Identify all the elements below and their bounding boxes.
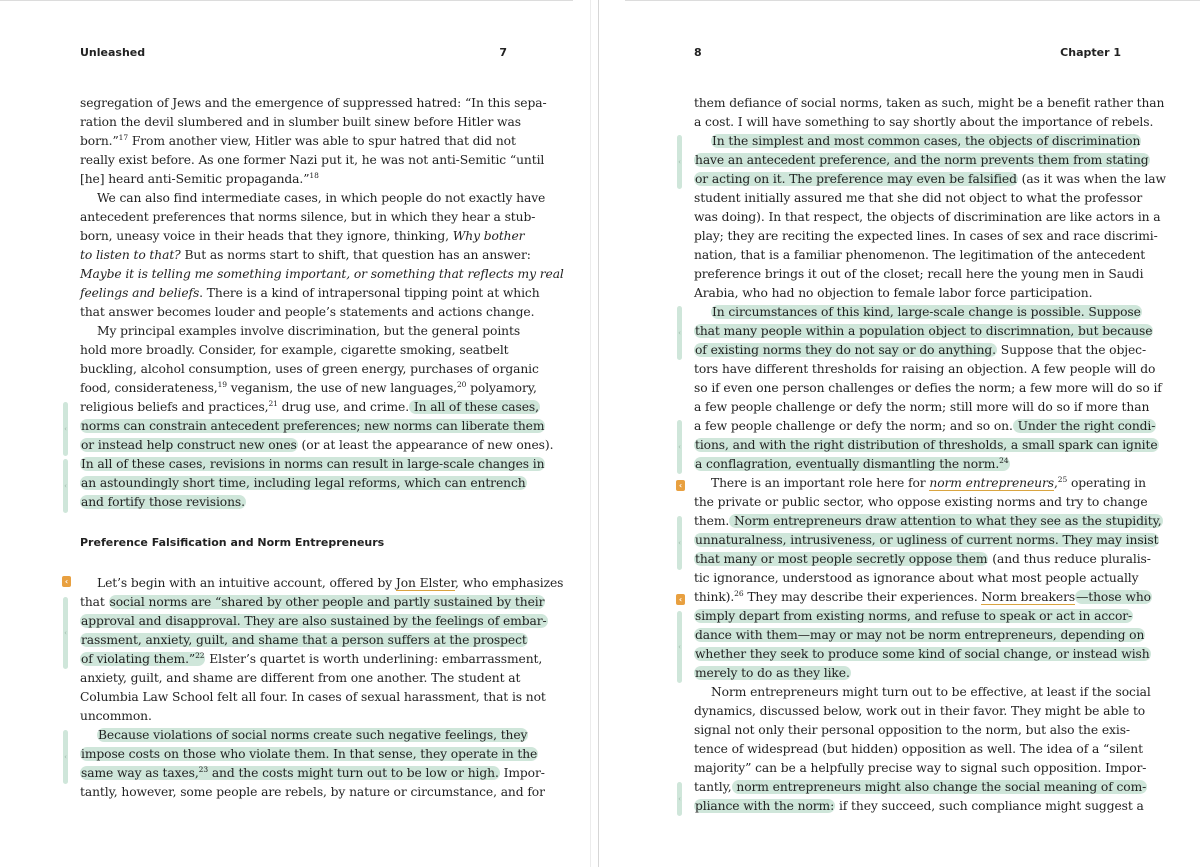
text-line: of violating them.”$^{22}$ Elster’s quartet is worth underlining: embarrassment, bbox=[81, 651, 543, 666]
highlight[interactable]: that many or most people secretly oppose them bbox=[695, 552, 988, 566]
highlight[interactable]: In circumstances of this kind, large-scale change is possible. Suppose bbox=[712, 305, 1141, 319]
text-line bbox=[694, 607, 1133, 626]
text-line bbox=[694, 664, 1121, 683]
highlight[interactable]: norm entrepreneurs might also change the social meaning of com- bbox=[732, 780, 1147, 794]
underlined-text[interactable]: norm entrepreneurs bbox=[929, 476, 1054, 490]
highlight-margin-bar[interactable] bbox=[63, 597, 68, 669]
text-line: born, uneasy voice in their heads that they ignore, thinking, Why bother bbox=[80, 229, 525, 243]
left-page bbox=[80, 0, 564, 867]
text-line: dynamics, discussed below, work out in their favor. They might be able to bbox=[694, 704, 1146, 718]
text-line: Columbia Law School felt all four. In cases of sexual harassment, that is not bbox=[80, 690, 546, 704]
text-line bbox=[80, 493, 507, 512]
text-line: so if even one person challenges or defies the norm; a few more will do so if bbox=[694, 381, 1162, 395]
text-line: student initially assured me that she did not object to what the professor bbox=[694, 191, 1143, 205]
running-head-title: Unleashed bbox=[80, 46, 146, 59]
highlight[interactable]: approval and disapproval. They are also sustained by the feelings of embar- bbox=[81, 614, 547, 628]
text-line: antecedent preferences that norms silence, but in which they hear a stub- bbox=[80, 210, 536, 224]
highlight-margin-bar[interactable] bbox=[677, 516, 682, 570]
highlight[interactable]: In all of these cases, revisions in norms can result in large-scale changes in bbox=[81, 457, 545, 471]
highlight[interactable]: norms can constrain antecedent preferences; new norms can liberate them bbox=[81, 419, 545, 433]
text-line: was doing). In that respect, the objects of discrimination are like actors in a bbox=[694, 210, 1161, 224]
chevron-left-icon: ‹ bbox=[64, 482, 67, 490]
text-line: or instead help construct new ones (or at least the appearance of new ones). bbox=[81, 438, 554, 452]
highlight[interactable]: whether they seek to produce some kind of social change, or instead wish bbox=[695, 647, 1150, 661]
text-line bbox=[694, 531, 1159, 550]
text-line: majority” can be a helpfully precise way to signal such opposition. Impor- bbox=[694, 761, 1147, 775]
text-line: born.”$^{17}$ From another view, Hitler was able to spur hatred that did not bbox=[80, 133, 516, 148]
text-line: the private or public sector, who oppose existing norms and try to change bbox=[694, 495, 1148, 509]
page-gutter-shadow bbox=[590, 0, 591, 867]
underlined-text[interactable]: Jon Elster bbox=[395, 576, 456, 590]
highlight[interactable]: —those who bbox=[1076, 590, 1151, 604]
footnote-ref[interactable]: 18 bbox=[309, 171, 319, 180]
highlight[interactable]: pliance with the norm: bbox=[695, 799, 835, 813]
text-line: a few people challenge or defy the norm; and so on. Under the right condi- bbox=[694, 419, 1156, 433]
text-line bbox=[694, 132, 1141, 151]
text-line: buckling, alcohol consumption, uses of green energy, purchases of organic bbox=[80, 362, 539, 376]
highlight-margin-bar[interactable] bbox=[677, 782, 682, 816]
text-line bbox=[694, 303, 1141, 322]
highlight[interactable]: of existing norms they do not say or do anything. bbox=[695, 343, 996, 357]
text-line bbox=[80, 726, 528, 745]
text-line: a few people challenge or defy the norm; still more will do so if more than bbox=[694, 400, 1150, 414]
text-line bbox=[694, 626, 1145, 645]
chevron-left-icon: ‹ bbox=[64, 629, 67, 637]
text-line: tence of widespread (but hidden) opposition as well. The idea of a “silent bbox=[694, 742, 1143, 756]
chevron-left-icon: ‹ bbox=[678, 643, 681, 651]
highlight[interactable]: Because violations of social norms create such negative feelings, they bbox=[98, 728, 528, 742]
text-line: think).$^{26}$ They may describe their experiences. Norm breakers—those who bbox=[694, 589, 1151, 604]
highlight-margin-bar[interactable] bbox=[63, 459, 68, 513]
highlight-margin-bar[interactable] bbox=[63, 730, 68, 784]
highlight-margin-bar[interactable] bbox=[677, 420, 682, 474]
text-line bbox=[80, 474, 526, 493]
text-line: segregation of Jews and the emergence of suppressed hatred: “In this sepa- bbox=[80, 96, 547, 110]
highlight[interactable]: In the simplest and most common cases, the objects of discrimination bbox=[712, 134, 1141, 148]
highlight[interactable]: an astoundingly short time, including legal reforms, which can entrench bbox=[81, 476, 526, 490]
highlight[interactable]: have an antecedent preference, and the norm prevents them from stating bbox=[695, 153, 1149, 167]
text-line: Arabia, who had no objection to female labor force participation. bbox=[694, 286, 1093, 300]
section-heading: Preference Falsification and Norm Entrepreneurs bbox=[80, 536, 385, 549]
note-icon[interactable]: ‹ bbox=[676, 480, 685, 491]
text-line bbox=[80, 455, 545, 474]
text-line: signal not only their personal opposition to the norm, but also the exis- bbox=[694, 723, 1130, 737]
text-line: play; they are reciting the expected lines. In cases of sex and race discrimi- bbox=[694, 229, 1158, 243]
highlight[interactable]: dance with them—may or may not be norm entrepreneurs, depending on bbox=[695, 628, 1145, 642]
text-line bbox=[80, 631, 527, 650]
chevron-left-icon: ‹ bbox=[678, 539, 681, 547]
footnote-ref[interactable]: 26 bbox=[734, 589, 744, 598]
text-line bbox=[694, 645, 1150, 664]
highlight[interactable]: Under the right condi- bbox=[1013, 419, 1156, 433]
text-line bbox=[80, 745, 538, 764]
text-line: anxiety, guilt, and shame are different from one another. The student at bbox=[80, 671, 521, 685]
highlight[interactable]: In all of these cases, bbox=[410, 400, 539, 414]
underlined-text[interactable]: Norm breakers bbox=[981, 590, 1076, 604]
text-line bbox=[694, 322, 1153, 341]
text-line: Maybe it is telling me something important, or something that reflects my real bbox=[80, 267, 564, 281]
chevron-left-icon: ‹ bbox=[64, 425, 67, 433]
text-line: a cost. I will have something to say shortly about the importance of rebels. bbox=[694, 115, 1154, 129]
left-running-head bbox=[80, 46, 507, 62]
highlight[interactable]: Norm entrepreneurs draw attention to what they see as the stupidity, bbox=[730, 514, 1162, 528]
page-number: 8 bbox=[694, 46, 702, 59]
text-line: really exist before. As one former Nazi put it, he was not anti-Semitic “until bbox=[80, 153, 545, 167]
chevron-left-icon: ‹ bbox=[678, 443, 681, 451]
footnote-ref[interactable]: 21 bbox=[268, 399, 278, 408]
text-line: that many or most people secretly oppose them (and thus reduce pluralis- bbox=[695, 552, 1151, 566]
text-line bbox=[694, 455, 1121, 474]
highlight[interactable]: that many people within a population object to discrimnation, but because bbox=[695, 324, 1153, 338]
text-line: hold more broadly. Consider, for example, cigarette smoking, seatbelt bbox=[80, 343, 509, 357]
text-line bbox=[694, 436, 1158, 455]
text-line: of existing norms they do not say or do anything. Suppose that the objec- bbox=[695, 343, 1146, 357]
text-line bbox=[80, 612, 547, 631]
text-line: Let’s begin with an intuitive account, offered by Jon Elster, who emphasizes bbox=[97, 576, 564, 590]
footnote-ref[interactable]: 19 bbox=[217, 380, 227, 389]
text-line: pliance with the norm: if they succeed, such compliance might suggest a bbox=[695, 799, 1144, 813]
text-line: religious beliefs and practices,$^{21}$ drug use, and crime. In all of these cases, bbox=[80, 399, 539, 414]
text-line: ration the devil slumbered and in slumber built sinew before Hitler was bbox=[80, 115, 521, 129]
right-page bbox=[694, 0, 1166, 867]
note-icon[interactable]: ‹ bbox=[62, 576, 71, 587]
text-line: food, considerateness,$^{19}$ veganism, the use of new languages,$^{20}$ polyamory, bbox=[80, 380, 537, 395]
highlight[interactable]: simply depart from existing norms, and refuse to speak or act in accor- bbox=[695, 609, 1133, 623]
text-line: There is an important role here for norm entrepreneurs,$^{25}$ operating in bbox=[711, 475, 1146, 490]
text-line: that social norms are “shared by other people and partly sustained by their bbox=[80, 595, 545, 609]
text-line: tic ignorance, understood as ignorance about what most people actually bbox=[694, 571, 1139, 585]
highlight[interactable]: and fortify those revisions. bbox=[81, 495, 245, 509]
text-line: [he] heard anti-Semitic propaganda.”$^{18}$ bbox=[80, 171, 319, 186]
page-gutter bbox=[598, 0, 599, 867]
highlight[interactable]: a conflagration, eventually dismantling the norm.$^{24}$ bbox=[695, 456, 1009, 471]
chevron-left-icon: ‹ bbox=[678, 329, 681, 337]
text-line: preference brings it out of the closet; recall here the young men in Saudi bbox=[694, 267, 1144, 281]
highlight[interactable]: impose costs on those who violate them. In that sense, they operate in the bbox=[81, 747, 538, 761]
highlight-margin-bar[interactable] bbox=[677, 611, 682, 683]
text-line: feelings and beliefs. There is a kind of intrapersonal tipping point at which bbox=[80, 286, 540, 300]
highlight[interactable]: tions, and with the right distribution of thresholds, a small spark can ignite bbox=[695, 438, 1158, 452]
highlight[interactable]: or instead help construct new ones bbox=[81, 438, 297, 452]
text-line: or acting on it. The preference may even be falsified (as it was when the law bbox=[695, 172, 1166, 186]
text-line: tantly, however, some people are rebels, by nature or circumstance, and for bbox=[80, 785, 545, 799]
text-line: them. Norm entrepreneurs draw attention to what they see as the stupidity, bbox=[694, 514, 1162, 528]
highlight[interactable]: or acting on it. The preference may even be falsified bbox=[695, 172, 1017, 186]
footnote-ref[interactable]: 23 bbox=[198, 765, 209, 774]
text-line: tors have different thresholds for raising an objection. A few people will do bbox=[694, 362, 1156, 376]
text-line: to listen to that? But as norms start to shift, that question has an answer: bbox=[80, 248, 531, 262]
chevron-left-icon: ‹ bbox=[64, 753, 67, 761]
text-line: We can also find intermediate cases, in which people do not exactly have bbox=[97, 191, 546, 205]
text-line: nation, that is a familiar phenomenon. The legitimation of the antecedent bbox=[694, 248, 1146, 262]
footnote-ref[interactable]: 17 bbox=[118, 133, 129, 142]
chevron-left-icon: ‹ bbox=[678, 158, 681, 166]
footnote-ref[interactable]: 22 bbox=[195, 651, 205, 660]
footnote-ref[interactable]: 24 bbox=[999, 456, 1009, 465]
text-line: My principal examples involve discrimination, but the general points bbox=[97, 324, 521, 338]
footnote-ref[interactable]: 25 bbox=[1057, 475, 1068, 484]
highlight-margin-bar[interactable] bbox=[677, 306, 682, 360]
text-line: them defiance of social norms, taken as such, might be a benefit rather than bbox=[694, 96, 1165, 110]
highlight[interactable]: social norms are “shared by other people and partly sustained by their bbox=[109, 595, 545, 609]
highlight-margin-bar[interactable] bbox=[677, 135, 682, 189]
text-line bbox=[694, 151, 1149, 170]
note-icon[interactable]: ‹ bbox=[676, 594, 685, 605]
highlight[interactable]: of violating them.”$^{22}$ bbox=[81, 651, 205, 666]
highlight[interactable]: merely to do as they like. bbox=[695, 666, 850, 680]
highlight[interactable]: unnaturalness, intrusiveness, or ugliness of current norms. They may insist bbox=[695, 533, 1159, 547]
chevron-left-icon: ‹ bbox=[678, 795, 681, 803]
text-line: uncommon. bbox=[80, 709, 152, 723]
text-line: Norm entrepreneurs might turn out to be effective, at least if the social bbox=[711, 685, 1151, 699]
page-number: 7 bbox=[499, 46, 507, 59]
footnote-ref[interactable]: 20 bbox=[456, 380, 467, 389]
text-line: tantly, norm entrepreneurs might also change the social meaning of com- bbox=[694, 780, 1147, 794]
highlight[interactable]: same way as taxes,$^{23}$ and the costs might turn out to be low or high. bbox=[81, 765, 499, 780]
highlight[interactable]: rassment, anxiety, guilt, and shame that a person suffers at the prospect bbox=[81, 633, 527, 647]
right-running-head bbox=[694, 46, 1121, 62]
highlight-margin-bar[interactable] bbox=[63, 402, 68, 456]
text-line: that answer becomes louder and people’s statements and actions change. bbox=[80, 305, 535, 319]
text-line bbox=[80, 417, 545, 436]
running-head-chapter: Chapter 1 bbox=[1060, 46, 1121, 59]
text-line: same way as taxes,$^{23}$ and the costs might turn out to be low or high. Impor- bbox=[81, 765, 545, 780]
